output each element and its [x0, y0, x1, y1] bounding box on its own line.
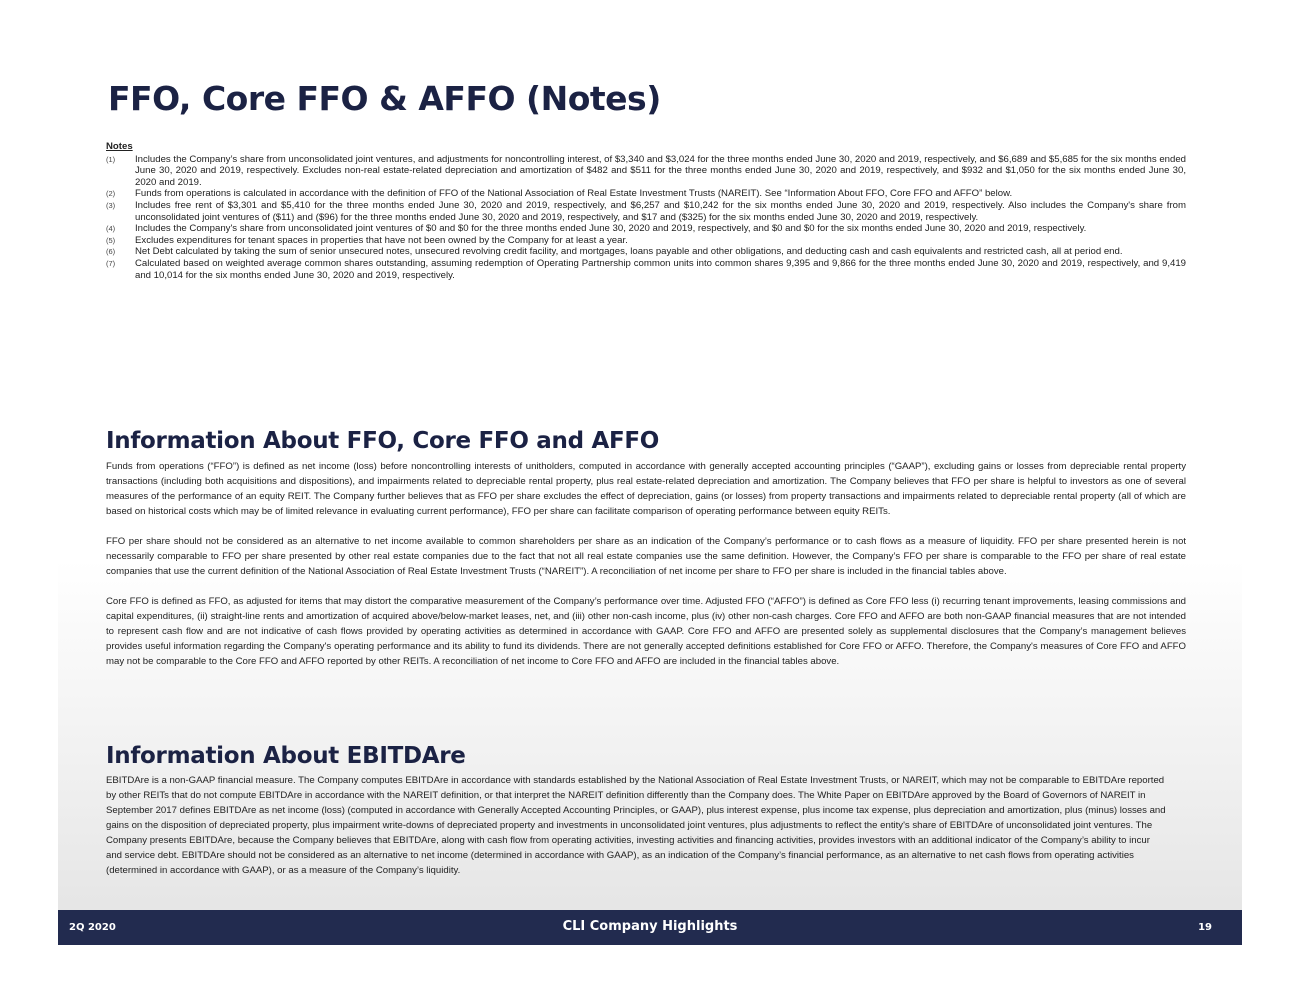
note-item [106, 246, 1186, 258]
notes-block [106, 141, 1186, 281]
note-item [106, 154, 1186, 189]
note-number: (3) [106, 200, 116, 210]
note-item [106, 200, 1186, 223]
note-number: (4) [106, 224, 116, 234]
note-number: (2) [106, 189, 116, 199]
page-number: 19 [1198, 922, 1212, 933]
ffo-section-body [106, 459, 1186, 684]
footer-period: 2Q 2020 [69, 922, 116, 933]
note-item [106, 258, 1186, 281]
note-text: Net Debt calculated by taking the sum of senior unsecured notes, unsecured revolving credit facility, and mortgages, loans payable and other obligations, and deducting cash and cash equivalents and restricted cash, all at period end. [135, 246, 1123, 258]
note-number: (5) [106, 235, 116, 245]
footer-title: CLI Company Highlights [562, 919, 738, 934]
note-item [106, 188, 1186, 200]
page-title: FFO, Core FFO & AFFO (Notes) [108, 79, 661, 118]
ffo-paragraph: FFO per share should not be considered as an alternative to net income available to common shareholders per share as an indication of the Company’s performance or to cash flows as a measure of liquidity. FFO per share presented herein is not necessarily comparable to FFO per share presented by other real estate companies due to the fact that not all real estate companies use the same definition. However, the Company’s FFO per share is comparable to the FFO per share of real estate companies that use the current definition of the National Association of Real Estate Investment Trusts (“NAREIT”). A reconciliation of net income per share to FFO per share is included in the financial tables above. [106, 536, 1186, 577]
note-number: (7) [106, 258, 116, 268]
ffo-paragraph: Core FFO is defined as FFO, as adjusted for items that may distort the comparative measurement of the Company’s performance over time. Adjusted FFO (“AFFO”) is defined as Core FFO less (i) recurring tenant improvements, leasing commissions and capital expenditures, (ii) straight-line rents and amortization of acquired above/below-market leases, net, and (iii) other non-cash income, plus (iv) other non-cash charges. Core FFO and AFFO are both non-GAAP financial measures that are not intended to represent cash flow and are not indicative of cash flows provided by operating activities as determined in accordance with GAAP. Core FFO and AFFO are presented solely as supplemental disclosures that the Company’s management believes provides useful information regarding the Company's operating performance and its ability to fund its dividends. There are not generally accepted definitions established for Core FFO or AFFO. Therefore, the Company's measures of Core FFO and AFFO may not be comparable to the Core FFO and AFFO reported by other REITs. A reconciliation of net income to Core FFO and AFFO are included in the financial tables above. [106, 596, 1186, 667]
note-text: Includes free rent of $3,301 and $5,410 for the three months ended June 30, 2020 and 2019, respectively, and $6,257 and $10,242 for the six months ended June 30, 2020 and 2019, respectively. Also includes the Company's share from unconsolidated joint ventures of ($11) and ($96) for the three months ended June 30, 2020 and 2019, respectively, and $17 and ($325) for the six months ended June 30, 2020 and 2019, respectively. [135, 199, 1186, 223]
note-text: Funds from operations is calculated in accordance with the definition of FFO of the National Association of Real Estate Investment Trusts (NAREIT). See “Information About FFO, Core FFO and AFFO” below. [135, 188, 1013, 200]
footer-bar [58, 910, 1242, 945]
note-item [106, 223, 1186, 235]
note-item [106, 235, 1186, 247]
ffo-section-heading: Information About FFO, Core FFO and AFFO [106, 428, 660, 454]
ffo-paragraph: Funds from operations (“FFO”) is defined as net income (loss) before noncontrolling interests of unitholders, computed in accordance with generally accepted accounting principles (“GAAP”), excluding gains or losses from depreciable rental property transactions (including both acquisitions and dispositions), and impairments related to depreciable rental property, plus real estate-related depreciation and amortization. The Company believes that FFO per share is helpful to investors as one of several measures of the performance of an equity REIT. The Company further believes that as FFO per share excludes the effect of depreciation, gains (or losses) from property transactions and impairments related to depreciable rental property (all of which are based on historical costs which may be of limited relevance in evaluating current performance), FFO per share can facilitate comparison of operating performance between equity REITs. [106, 461, 1186, 517]
note-text: Includes the Company’s share from unconsolidated joint ventures, and adjustments for noncontrolling interest, of $3,340 and $3,024 for the three months ended June 30, 2020 and 2019, respectively, and $6,689 and $5,685 for the six months ended June 30, 2020 and 2019, respectively. Excludes non-real estate-related depreciation and amortization of $482 and $511 for the three months ended June 30, 2020 and 2019, respectively, and $932 and $1,050 for the six months ended June 30, 2020 and 2019. [135, 153, 1186, 188]
ebitda-section-heading: Information About EBITDAre [106, 743, 466, 769]
note-text: Excludes expenditures for tenant spaces in properties that have not been owned by the Company for at least a year. [135, 234, 628, 246]
ebitda-section-body [106, 773, 1166, 893]
note-number: (1) [106, 154, 116, 164]
note-text: Calculated based on weighted average common shares outstanding, assuming redemption of Operating Partnership common units into common shares 9,395 and 9,866 for the three months ended June 30, 2020 and 2019, respectively, and 9,419 and 10,014 for the six months ended June 30, 2020 and 2019, respectively. [135, 257, 1186, 281]
ebitda-paragraph: EBITDAre is a non-GAAP financial measure. The Company computes EBITDAre in accordance with standards established by the National Association of Real Estate Investment Trusts, or NAREIT, which may not be comparable to EBITDAre reported by other REITs that do not compute EBITDAre in accordance with the NAREIT definition, or that interpret the NAREIT definition differently than the Company does. The White Paper on EBITDAre approved by the Board of Governors of NAREIT in September 2017 defines EBITDAre as net income (loss) (computed in accordance with Generally Accepted Accounting Principles, or GAAP), plus interest expense, plus income tax expense, plus depreciation and amortization, plus (minus) losses and gains on the disposition of depreciated property, plus impairment write-downs of depreciated property and investments in unconsolidated joint ventures, plus adjustments to reflect the entity's share of EBITDAre of unconsolidated joint ventures. The Company presents EBITDAre, because the Company believes that EBITDAre, along with cash flow from operating activities, investing activities and financing activities, provides investors with an additional indicator of the Company’s ability to incur and service debt. EBITDAre should not be considered as an alternative to net income (determined in accordance with GAAP), as an indication of the Company’s financial performance, as an alternative to net cash flows from operating activities (determined in accordance with GAAP), or as a measure of the Company’s liquidity. [106, 775, 1166, 876]
notes-heading: Notes [106, 141, 133, 152]
note-number: (6) [106, 247, 116, 257]
note-text: Includes the Company's share from unconsolidated joint ventures of $0 and $0 for the three months ended June 30, 2020 and 2019, respectively, and $0 and $0 for the six months ended June 30, 2020 and 2019, respectively. [135, 223, 1087, 235]
